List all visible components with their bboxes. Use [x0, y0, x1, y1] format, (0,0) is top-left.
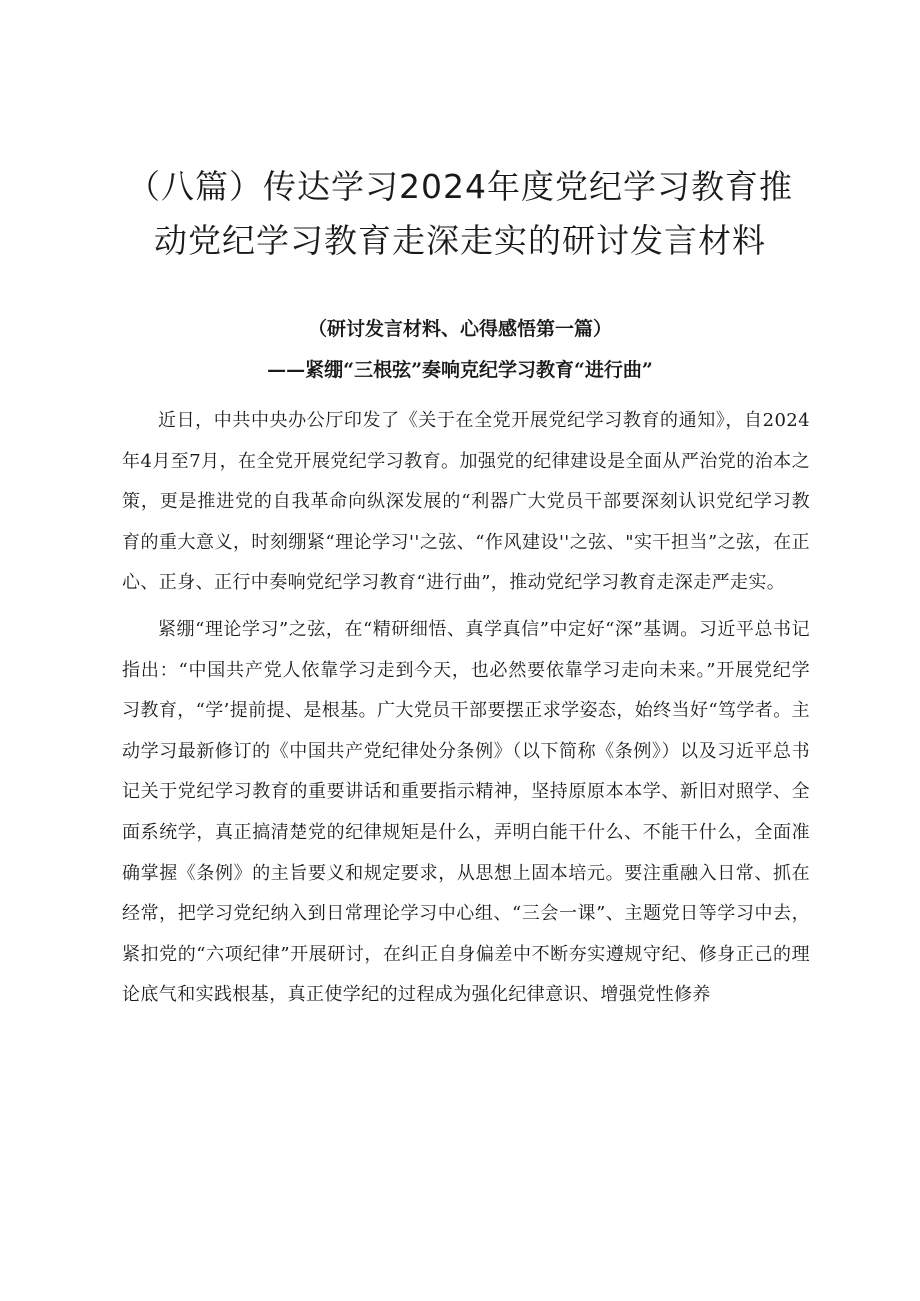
document-subheading: ——紧绷“三根弦”奏响克纪学习教育“进行曲” [267, 359, 653, 381]
document-subtitle: （研讨发言材料、心得感悟第一篇） [307, 318, 612, 340]
title-line-2: 动党纪学习教育走深走实的研讨发言材料 [154, 221, 766, 260]
document-title [110, 160, 810, 268]
title-line-1: （八篇）传达学习2024年度党纪学习教育推 [127, 167, 793, 206]
document-body [122, 401, 810, 1022]
paragraph-1: 近日，中共中央办公厅印发了《关于在全党开展党纪学习教育的通知》，自2024年4月至7月，在全党开展党纪学习教育。加强党的纪律建设是全面从严治党的治本之策，更是推进党的自我革命向纵深发展的“利器广大党员干部要深刻认识党纪学习教育的重大意义，时刻绷紧“理论学习''之弦、“作风建设''之弦、"实干担当”之弦，在正心、正身、正行中奏响党纪学习教育“进行曲”，推动党纪学习教育走深走严走实。 [122, 410, 810, 594]
paragraph-2: 紧绷“理论学习”之弦，在“精研细悟、真学真信”中定好“深”基调。习近平总书记指出：“中国共产党人依靠学习走到今天，也必然要依靠学习走向未来。”开展党纪学习教育，“学’提前提、是根基。广大党员干部要摆正求学姿态，始终当好“笃学者。主动学习最新修订的《中国共产党纪律处分条例》（以下简称《条例》）以及习近平总书记关于党纪学习教育的重要讲话和重要指示精神，坚持原原本本学、新旧对照学、全面系统学，真正搞清楚党的纪律规矩是什么，弄明白能干什么、不能干什么，全面准确掌握《条例》的主旨要义和规定要求，从思想上固本培元。要注重融入日常、抓在经常，把学习党纪纳入到日常理论学习中心组、“三会一课”、主题党日等学习中去，紧扣党的“六项纪律”开展研讨，在纠正自身偏差中不断夯实遵规守纪、修身正己的理论底气和实践根基，真正使学纪的过程成为强化纪律意识、增强党性修养 [122, 618, 810, 1006]
